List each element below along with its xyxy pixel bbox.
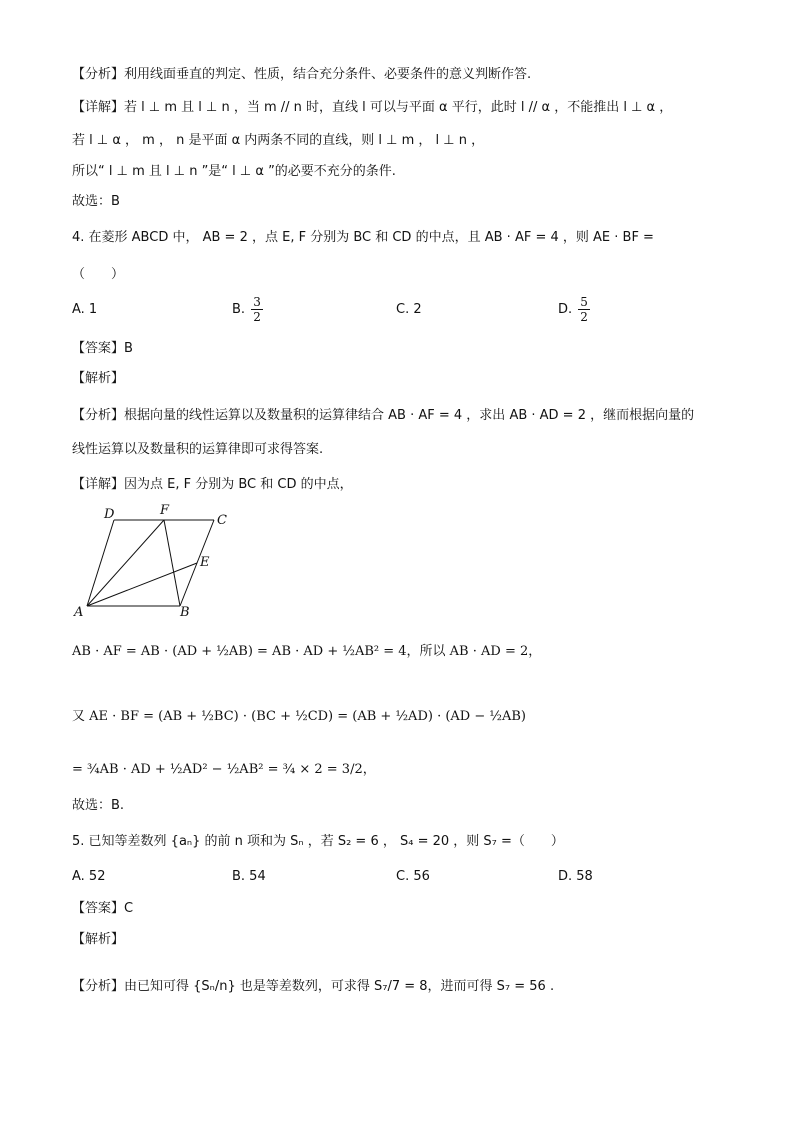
label-e: E <box>200 555 210 570</box>
q5-option-d: D. 58 <box>558 869 593 884</box>
q4-eq1: AB · AF = AB · (AD + ½AB) = AB · AD + ½AB² = 4，所以 AB · AD = 2， <box>72 644 542 659</box>
q4-option-b-label: B. <box>232 302 246 317</box>
q4-option-d <box>558 295 592 324</box>
rhombus-figure <box>72 502 232 622</box>
q5-option-b: B. 54 <box>232 869 266 884</box>
q3-detail-1: 【详解】若 l ⊥ m 且 l ⊥ n ，当 m // n 时，直线 l 可以与平面 α 平行，此时 l // α ，不能推出 l ⊥ α ， <box>72 100 673 115</box>
q3-choice: 故选：B <box>72 194 120 209</box>
q4-jiexi: 【解析】 <box>72 371 125 386</box>
label-a: A <box>74 605 84 620</box>
q4-analysis-2: 线性运算以及数量积的运算律即可求得答案. <box>72 442 324 457</box>
q4-option-d-frac: $\frac{5}{2}$ <box>580 295 588 324</box>
q5-analysis: 【分析】由已知可得 {Sₙ/n} 也是等差数列，可求得 S₇/7 = 8，进而可得 S₇ = 56 . <box>72 979 555 994</box>
q4-stem <box>72 229 654 247</box>
q3-detail-2: 若 l ⊥ α ， m ， n 是平面 α 内两条不同的直线，则 l ⊥ m ， l ⊥ n ， <box>72 133 485 148</box>
q4-detail: 【详解】因为点 E, F 分别为 BC 和 CD 的中点， <box>72 477 353 492</box>
q5-option-a: A. 52 <box>72 869 106 884</box>
label-f: F <box>160 503 170 518</box>
label-b: B <box>180 605 190 620</box>
q4-option-c: C. 2 <box>396 302 422 317</box>
label-d: D <box>104 507 115 522</box>
q5-option-c: C. 56 <box>396 869 430 884</box>
q4-eq2: 又 AE · BF = (AB + ½BC) · (BC + ½CD) = (AB + ½AD) · (AD − ½AB) <box>72 709 526 724</box>
q4-analysis-1: 【分析】根据向量的线性运算以及数量积的运算律结合 AB · AF = 4 ，求出 AB · AD = 2 ，继而根据向量的 <box>72 408 695 423</box>
q4-option-a: A. 1 <box>72 302 98 317</box>
q3-detail-3: 所以“ l ⊥ m 且 l ⊥ n ”是“ l ⊥ α ”的必要不充分的条件. <box>72 164 396 179</box>
q4-choice: 故选：B. <box>72 798 125 813</box>
q4-option-b-frac: $\frac{3}{2}$ <box>253 295 261 324</box>
q3-analysis: 【分析】利用线面垂直的判定、性质，结合充分条件、必要条件的意义判断作答. <box>72 67 532 82</box>
q5-answer: 【答案】C <box>72 901 134 916</box>
label-c: C <box>217 513 227 528</box>
q5-jiexi: 【解析】 <box>72 932 125 947</box>
q5-stem: 5. 已知等差数列 {aₙ} 的前 n 项和为 Sₙ ，若 S₂ = 6 ， S₄ = 20 ，则 S₇ =（ ） <box>72 834 564 849</box>
q4-stem-mid: AB · AF = 4 ，则 <box>484 230 589 245</box>
q4-option-d-label: D. <box>558 302 573 317</box>
q4-option-b <box>232 295 265 324</box>
q4-stem-end: AE · BF = <box>593 230 654 245</box>
q4-eq3: = ¾AB · AD + ½AD² − ½AB² = ¾ × 2 = 3/2， <box>72 762 376 777</box>
q4-stem-prefix: 4. 在菱形 ABCD 中， AB = 2 ，点 E, F 分别为 BC 和 CD 的中点，且 <box>72 230 481 245</box>
q4-blank: （ ） <box>72 267 125 282</box>
q4-answer: 【答案】B <box>72 341 133 356</box>
